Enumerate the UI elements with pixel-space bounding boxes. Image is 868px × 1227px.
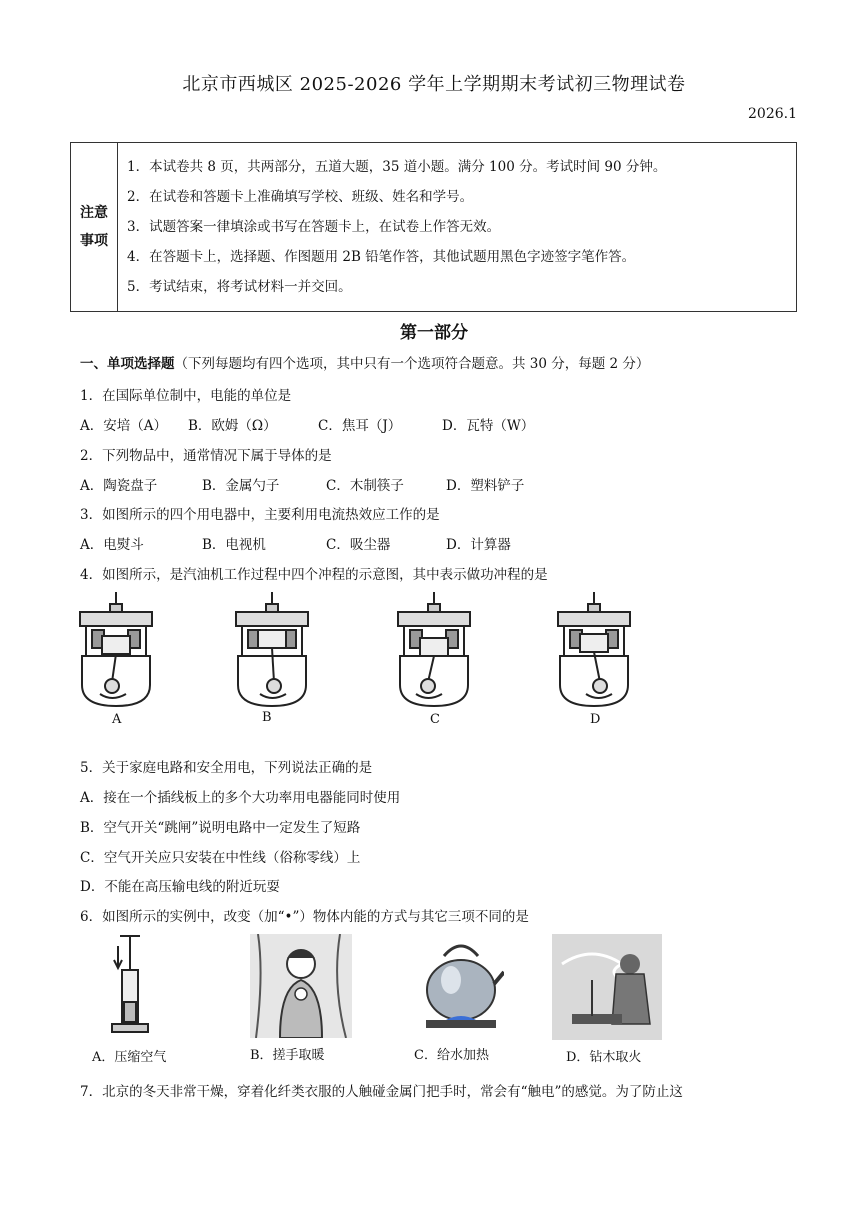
q3-option-c: C．吸尘器 [326, 537, 391, 553]
q3-option-a: A．电熨斗 [80, 537, 144, 553]
q1-option-c: C．焦耳（J） [318, 418, 402, 434]
notice-label-line2: 事项 [80, 233, 108, 249]
notice-item: 5．考试结束，将考试材料一并交回。 [127, 279, 352, 295]
engine-label-d: D [590, 712, 601, 727]
q6-label-d: D．钻木取火 [566, 1050, 642, 1065]
q3-stem: 3．如图所示的四个用电器中，主要利用电流热效应工作的是 [80, 507, 440, 523]
exam-date: 2026.1 [748, 106, 797, 122]
q1-stem: 1．在国际单位制中，电能的单位是 [80, 388, 292, 404]
q7-stem: 7．北京的冬天非常干燥，穿着化纤类衣服的人触碰金属门把手时，常会有“触电”的感觉。为了防止这 [80, 1084, 683, 1100]
notice-item: 4．在答题卡上，选择题、作图题用 2B 铅笔作答，其他试题用黑色字迹签字笔作答。 [127, 249, 636, 265]
q2-options [80, 474, 524, 494]
q2-option-d: D．塑料铲子 [446, 478, 525, 494]
q1-option-a: A．安培（A） [80, 418, 167, 434]
engine-diagram-b [234, 590, 310, 708]
notice-label [71, 143, 118, 311]
q6-label-b: B．搓手取暖 [250, 1048, 325, 1063]
q3-options [80, 533, 511, 553]
notice-item: 3．试题答案一律填涂或书写在答题卡上，在试卷上作答无效。 [127, 219, 501, 235]
q1-option-b: B．欧姆（Ω） [188, 418, 277, 434]
compress-air-image [108, 932, 152, 1036]
q5-option-b: B．空气开关“跳闸”说明电路中一定发生了短路 [80, 820, 361, 836]
heat-water-image [418, 934, 504, 1038]
section-heading [80, 352, 649, 372]
engine-diagram-a [78, 590, 154, 708]
q1-options [80, 414, 534, 434]
engine-label-a: A [112, 712, 122, 727]
engine-label-c: C [430, 712, 440, 727]
q3-option-b: B．电视机 [202, 537, 266, 553]
q2-option-c: C．木制筷子 [326, 478, 404, 494]
part-title: 第一部分 [400, 323, 468, 343]
notice-item: 2．在试卷和答题卡上准确填写学校、班级、姓名和学号。 [127, 189, 474, 205]
notice-label-line1: 注意 [80, 205, 108, 221]
engine-diagram-d [556, 590, 632, 708]
q5-option-c: C．空气开关应只安装在中性线（俗称零线）上 [80, 850, 361, 866]
q2-stem: 2．下列物品中，通常情况下属于导体的是 [80, 448, 332, 464]
q6-label-a: A．压缩空气 [92, 1050, 167, 1065]
section-title: 一、单项选择题 [80, 356, 175, 372]
q2-option-b: B．金属勺子 [202, 478, 280, 494]
engine-diagram-c [396, 590, 472, 708]
q6-label-c: C．给水加热 [414, 1048, 489, 1063]
q5-option-d: D．不能在高压输电线的附近玩耍 [80, 879, 280, 895]
rub-hands-image [250, 934, 352, 1038]
q3-option-d: D．计算器 [446, 537, 511, 553]
notice-items [127, 152, 666, 302]
q6-stem: 6．如图所示的实例中，改变（加“•”）物体内能的方式与其它三项不同的是 [80, 909, 529, 925]
q1-option-d: D．瓦特（W） [442, 418, 535, 434]
exam-title: 北京市西城区 2025-2026 学年上学期期末考试初三物理试卷 [182, 74, 686, 95]
drill-wood-fire-image [552, 934, 662, 1040]
q2-option-a: A．陶瓷盘子 [80, 478, 158, 494]
q5-option-a: A．接在一个插线板上的多个大功率用电器能同时使用 [80, 790, 401, 806]
q5-stem: 5．关于家庭电路和安全用电，下列说法正确的是 [80, 760, 373, 776]
notice-item: 1．本试卷共 8 页，共两部分，五道大题，35 道小题。满分 100 分。考试时间 90 分钟。 [127, 159, 667, 175]
q4-stem: 4．如图所示，是汽油机工作过程中四个冲程的示意图，其中表示做功冲程的是 [80, 567, 548, 583]
notice-box [70, 142, 797, 312]
engine-label-b: B [262, 710, 272, 725]
section-desc: （下列每题均有四个选项，其中只有一个选项符合题意。共 30 分，每题 2 分） [174, 356, 650, 372]
